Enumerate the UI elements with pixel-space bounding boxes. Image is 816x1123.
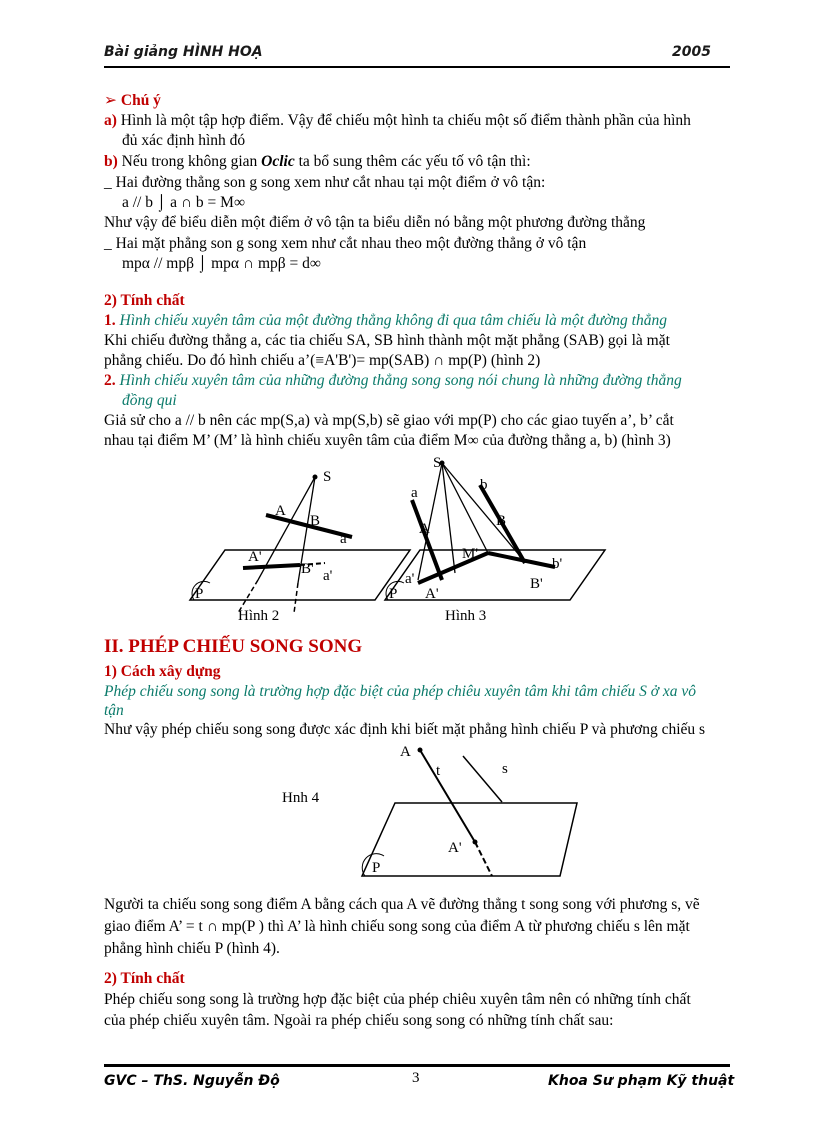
figure-2 [190, 469, 410, 624]
prop1-statement: 1. Hình chiếu xuyên tâm của một đường thẳng không đi qua tâm chiếu là một đường thẳng [104, 312, 667, 329]
props2-l1: Phép chiếu song song là trường hợp đặc biệt của phép chiêu xuyên tâm nên có những tính chất [104, 991, 691, 1008]
page-number: 3 [412, 1070, 420, 1086]
prop1-body2: phẳng chiếu. Do đó hình chiếu a’(≡A'B')= mp(SAB) ∩ mp(P) (hình 2) [104, 352, 541, 369]
fig3-label-b: b [480, 477, 488, 493]
prop2-body2: nhau tại điểm M’ (M’ là hình chiếu xuyên tâm của điểm M∞ của đường thẳng a, b) (hình 3) [104, 432, 671, 449]
header-year: 2005 [672, 44, 711, 60]
figure-2-3 [180, 455, 740, 625]
fig3-label-p: P [389, 586, 398, 602]
note-infinity: Như vậy để biểu diễn một điểm ở vô tận ta biểu diễn nó bằng một phương đường thẳng [104, 214, 646, 231]
plane-p [190, 550, 410, 600]
note-b2: _ Hai mặt phẳng son g song xem như cắt nhau theo một đường thẳng ở vô tận [104, 235, 587, 252]
footer-author: GVC – ThS. Nguyễn Độ [104, 1073, 280, 1089]
fig2-caption: Hình 2 [238, 608, 280, 624]
line-t [420, 750, 475, 842]
fig4-label-p: P [372, 860, 381, 876]
props2-l2: của phép chiếu xuyên tâm. Ngoài ra phép chiếu song song có những tính chất sau: [104, 1012, 614, 1029]
note-a-line1: a) Hình là một tập hợp điểm. Vậy để chiếu một hình ta chiếu một số điểm thành phần của hình [104, 112, 691, 129]
fig2-label-a: a [340, 531, 347, 547]
props2-title: 2) Tính chất [104, 970, 185, 987]
note-b2-formula: mpα // mpβ ⌡ mpα ∩ mpβ = d∞ [122, 255, 321, 272]
plane-p3 [385, 550, 605, 600]
footer-rule [104, 1064, 730, 1067]
para4-l2: giao điểm A’ = t ∩ mp(P ) thì A’ là hình chiếu song song của điểm A từ phương chiếu s lên mặt [104, 918, 690, 935]
note-a-line2: đủ xác định hình đó [122, 132, 246, 149]
fig2-label-p: P [195, 586, 204, 602]
fig4-label-s: s [502, 761, 508, 777]
section2-def1: Phép chiếu song song là trường hợp đặc biệt của phép chiêu xuyên tâm khi tâm chiếu S ở xa vô [104, 683, 696, 700]
fig3-caption: Hình 3 [445, 608, 487, 624]
note-b: b) Nếu trong không gian Oclic ta bổ sung thêm các yếu tố vô tận thì: [104, 153, 531, 170]
fig3-label-a1-line: a' [405, 571, 415, 587]
fig3-label-b-point: B [496, 513, 507, 529]
plane-p4 [362, 803, 577, 876]
fig3-label-b1-line: b' [552, 556, 563, 572]
line-s [463, 756, 502, 802]
header-title: Bài giảng HÌNH HOẠ [104, 44, 263, 60]
fig2-label-a1-line: a' [323, 568, 333, 584]
fig3-label-a1: A' [425, 586, 439, 602]
figure-3 [385, 455, 605, 624]
header-rule [104, 66, 730, 68]
figure-4 [270, 738, 590, 883]
fig2-label-a-point: A [275, 503, 286, 519]
line-a3 [412, 500, 442, 580]
section2-body: Như vậy phép chiếu song song được xác định khi biết mặt phẳng hình chiếu P và phương chiếu s [104, 721, 706, 738]
fig2-label-s: S [323, 469, 332, 485]
para4-l3: phẳng hình chiếu P (hình 4). [104, 940, 280, 957]
line-a-proj [243, 565, 300, 568]
fig2-label-a1: A' [248, 549, 262, 565]
fig3-label-m1: M' [462, 546, 479, 562]
arrow-bullet-icon: ➢ [104, 92, 117, 109]
fig4-caption: Hnh 4 [282, 790, 320, 806]
prop2-body1: Giả sử cho a // b nên các mp(S,a) và mp(S,b) sẽ giao với mp(P) cho các giao tuyến a’, b’ cắt [104, 412, 674, 429]
fig4-label-t: t [436, 763, 441, 779]
fig3-label-a: a [411, 485, 418, 501]
para4-l1: Người ta chiếu song song điểm A bằng cách qua A vẽ đường thẳng t song song với phương s, vẽ [104, 896, 700, 913]
section2-def2: tận [104, 702, 124, 719]
fig2-label-b-point: B [310, 513, 321, 529]
section2-title: II. PHÉP CHIẾU SONG SONG [104, 636, 363, 657]
fig2-label-b1: B' [301, 561, 314, 577]
prop2-statement: 2. Hình chiếu xuyên tâm của những đường thẳng song song nói chung là những đường thẳng [104, 372, 682, 389]
section2-sub1: 1) Cách xây dựng [104, 663, 221, 680]
fig4-label-a: A [400, 744, 411, 760]
fig3-label-b1: B' [530, 576, 543, 592]
footer-faculty: Khoa Sư phạm Kỹ thuật [548, 1073, 735, 1089]
fig4-label-a1: A' [448, 840, 462, 856]
note-b1: _ Hai đường thẳng son g song xem như cắt nhau tại một điểm ở vô tận: [104, 174, 546, 191]
note-b1-formula: a // b ⌡ a ∩ b = M∞ [122, 194, 246, 211]
note-title: ➢ Chú ý [104, 92, 161, 109]
prop2-statement2: đồng qui [122, 392, 177, 409]
fig3-label-a-point: A [419, 521, 430, 537]
fig3-label-s: S [433, 455, 442, 471]
prop1-body1: Khi chiếu đường thẳng a, các tia chiếu SA, SB hình thành một mặt phẳng (SAB) gọi là mặt [104, 332, 670, 349]
props1-title: 2) Tính chất [104, 292, 185, 309]
